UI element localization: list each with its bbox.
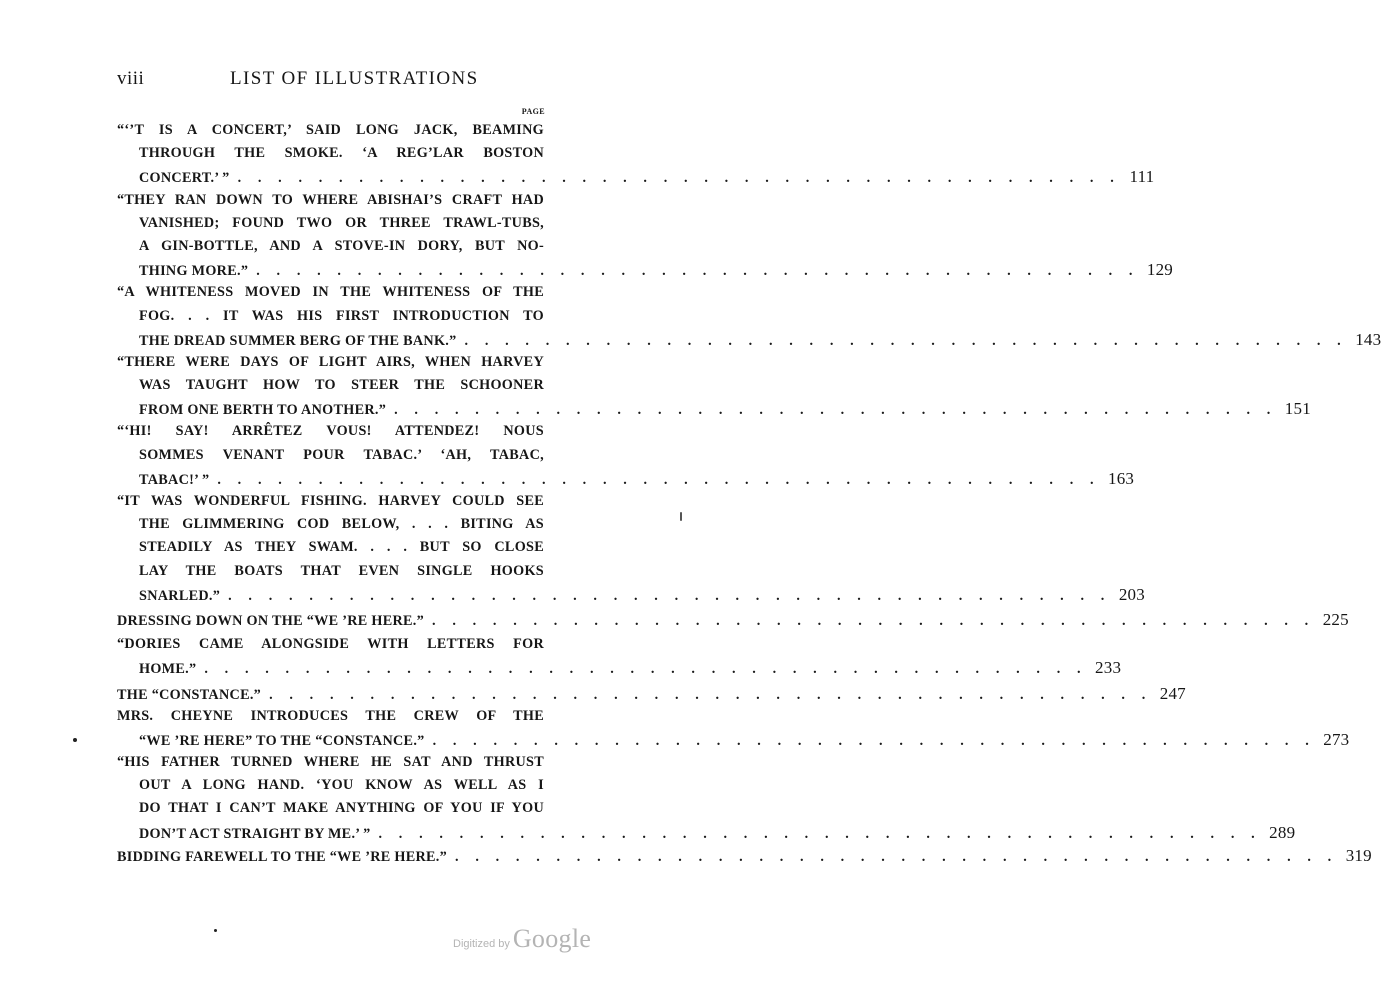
entry-final-line	[117, 821, 1296, 844]
entry-caption-text: THING MORE.”	[139, 263, 249, 280]
entry-caption-line: OUT A LONG HAND. ‘YOU KNOW AS WELL AS I	[139, 777, 544, 794]
page-number: viii	[117, 68, 145, 89]
entry-caption-line: THROUGH THE SMOKE. ‘A REG’LAR BOSTON	[139, 145, 544, 162]
entry-final-line	[117, 656, 1122, 679]
entry-final-line	[117, 258, 1174, 281]
leader-dots: . . . . . . . . . . . . . . . . . . . . . . . . . . . . . . . . . . . . . . . . . . . .	[464, 332, 1348, 349]
leader-dots: . . . . . . . . . . . . . . . . . . . . . . . . . . . . . . . . . . . . . . . . . . . .	[378, 825, 1262, 842]
entry-final-line	[117, 608, 1349, 631]
entry-caption-line: “IT WAS WONDERFUL FISHING. HARVEY COULD SEE	[117, 493, 544, 509]
entry-caption-text: DON’T ACT STRAIGHT BY ME.’ ”	[139, 825, 371, 842]
entry-caption-text: FROM ONE BERTH TO ANOTHER.”	[139, 402, 387, 419]
entry-caption-line: SOMMES VENANT POUR TABAC.’ ‘AH, TABAC,	[139, 446, 544, 463]
digitization-watermark	[453, 924, 591, 954]
entry-caption-text: BIDDING FAREWELL TO THE “WE ’RE HERE.”	[117, 848, 448, 865]
entry-caption-line: DO THAT I CAN’T MAKE ANYTHING OF YOU IF YOU	[139, 800, 544, 817]
leader-dots: . . . . . . . . . . . . . . . . . . . . . . . . . . . . . . . . . . . . . . . . . . . .	[394, 402, 1277, 419]
entry-page-number: 247	[1159, 683, 1186, 703]
entry-final-line	[117, 583, 1145, 606]
entry-caption-text: THE DREAD SUMMER BERG OF THE BANK.”	[139, 332, 457, 349]
illustration-entry	[117, 608, 1349, 631]
leader-dots: . . . . . . . . . . . . . . . . . . . . . . . . . . . . . . . . . . . . . . . . . . . .	[432, 732, 1316, 749]
entry-caption-line: “‘HI! SAY! ARRÊTEZ VOUS! ATTENDEZ! NOUS	[117, 423, 544, 440]
entry-page-number: 319	[1345, 845, 1372, 865]
page-title: LIST OF ILLUSTRATIONS	[230, 68, 479, 89]
leader-dots: . . . . . . . . . . . . . . . . . . . . . . . . . . . . . . . . . . . . . . . . . . . .	[237, 170, 1121, 187]
entry-caption-line: “HIS FATHER TURNED WHERE HE SAT AND THRUST	[117, 754, 544, 771]
entry-page-number: 163	[1108, 468, 1135, 488]
watermark-logo: Google	[512, 924, 592, 953]
entry-page-number: 233	[1095, 658, 1122, 678]
entry-final-line	[117, 328, 1381, 351]
entry-final-line	[117, 165, 1155, 188]
leader-dots: . . . . . . . . . . . . . . . . . . . . . . . . . . . . . . . . . . . . . . . . . . . .	[228, 587, 1111, 604]
entry-caption-text: DRESSING DOWN ON THE “WE ’RE HERE.”	[117, 612, 425, 629]
page-column-label: PAGE	[521, 107, 545, 116]
running-header	[117, 68, 544, 98]
illustration-entry	[117, 682, 1186, 705]
leader-dots: . . . . . . . . . . . . . . . . . . . . . . . . . . . . . . . . . . . . . . . . . . . .	[455, 848, 1338, 865]
entry-final-line	[117, 467, 1135, 490]
entry-final-line	[117, 397, 1311, 420]
leader-dots: . . . . . . . . . . . . . . . . . . . . . . . . . . . . . . . . . . . . . . . . . . . .	[256, 263, 1140, 280]
leader-dots: . . . . . . . . . . . . . . . . . . . . . . . . . . . . . . . . . . . . . . . . . . . .	[269, 686, 1152, 703]
entry-caption-text: HOME.”	[139, 661, 197, 678]
entry-caption-text: SNARLED.”	[139, 587, 221, 604]
leader-dots: . . . . . . . . . . . . . . . . . . . . . . . . . . . . . . . . . . . . . . . . . . . .	[432, 612, 1315, 629]
entry-caption-text: “WE ’RE HERE” TO THE “CONSTANCE.”	[139, 732, 425, 749]
entry-caption-line: THE GLIMMERING COD BELOW, . . . BITING AS	[139, 516, 544, 533]
entry-final-line	[117, 844, 1372, 867]
illustrations-list	[117, 119, 1381, 867]
entry-caption-line: FOG. . . IT WAS HIS FIRST INTRODUCTION TO	[139, 307, 544, 324]
illustration-entry	[117, 633, 1122, 679]
watermark-prefix: Digitized by	[453, 938, 510, 950]
entry-page-number: 289	[1269, 822, 1296, 842]
illustration-entry	[117, 119, 1155, 189]
entry-caption-text: TABAC!’ ”	[139, 471, 210, 488]
entry-caption-line: VANISHED; FOUND TWO OR THREE TRAWL-TUBS,	[139, 214, 544, 231]
illustration-entry	[117, 420, 1135, 490]
entry-page-number: 111	[1129, 167, 1155, 187]
entry-caption-line: “A WHITENESS MOVED IN THE WHITENESS OF THE	[117, 284, 544, 301]
entry-caption-line: LAY THE BOATS THAT EVEN SINGLE HOOKS	[139, 562, 544, 579]
entry-caption-line: “‘’T IS A CONCERT,’ SAID LONG JACK, BEAMING	[117, 122, 544, 138]
entry-page-number: 129	[1146, 260, 1174, 280]
leader-dots: . . . . . . . . . . . . . . . . . . . . . . . . . . . . . . . . . . . . . . . . . . . .	[217, 471, 1101, 488]
entry-caption-line: MRS. CHEYNE INTRODUCES THE CREW OF THE	[117, 707, 544, 724]
illustration-entry	[117, 189, 1174, 282]
entry-caption-text: CONCERT.’ ”	[139, 170, 230, 187]
stray-ink-dot	[214, 929, 217, 932]
leader-dots: . . . . . . . . . . . . . . . . . . . . . . . . . . . . . . . . . . . . . . . . . . . .	[204, 661, 1088, 678]
page-edge-mark	[680, 512, 682, 521]
entry-caption-text: THE “CONSTANCE.”	[117, 686, 262, 703]
entry-page-number: 143	[1355, 329, 1381, 349]
illustration-entry	[117, 705, 1350, 751]
illustration-entry	[117, 281, 1381, 351]
entry-final-line	[117, 682, 1186, 705]
illustration-entry	[117, 751, 1296, 844]
entry-caption-line: A GIN-BOTTLE, AND A STOVE-IN DORY, BUT NO-	[139, 237, 544, 254]
entry-page-number: 273	[1323, 729, 1350, 749]
entry-caption-line: “THERE WERE DAYS OF LIGHT AIRS, WHEN HARVEY	[117, 353, 544, 370]
entry-page-number: 225	[1322, 609, 1349, 629]
entry-caption-line: WAS TAUGHT HOW TO STEER THE SCHOONER	[139, 377, 544, 394]
entry-caption-line: “THEY RAN DOWN TO WHERE ABISHAI’S CRAFT HAD	[117, 191, 544, 208]
entry-page-number: 203	[1118, 584, 1145, 604]
illustration-entry	[117, 844, 1372, 867]
stray-ink-dot	[73, 738, 77, 742]
entry-final-line	[117, 728, 1350, 751]
entry-caption-line: STEADILY AS THEY SWAM. . . . BUT SO CLOSE	[139, 539, 544, 556]
illustration-entry	[117, 490, 1145, 606]
entry-caption-line: “DORIES CAME ALONGSIDE WITH LETTERS FOR	[117, 636, 544, 653]
illustration-entry	[117, 351, 1311, 421]
entry-page-number: 151	[1284, 399, 1311, 419]
